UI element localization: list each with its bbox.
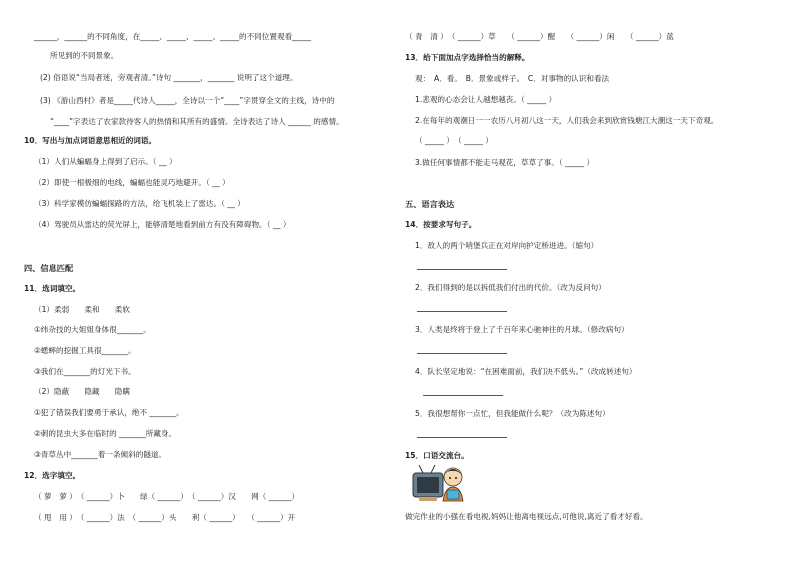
q14-item-2: 2．我们得到的是以拆低我们付出的代价。（改为反问句） [415,283,606,292]
q10-item-1: （1）人们从蝙蝠身上得到了启示。（ __ ） [34,157,177,166]
q11-g1-item-1: ①纬杂技的大姐姐身体很_______。 [34,325,151,334]
q14-item-3: 3．人类是终将于登上了千百年来心驰神往的月球。（修改病句） [415,325,629,334]
q14-answer-line-2[interactable] [417,311,507,312]
q11-g2-item-2: ②刺的昆虫大多在临时的 _______所藏身。 [34,429,177,438]
q10-title: 10．写出与加点词语意思相近的词语。 [24,136,157,145]
q14-answer-line-4[interactable] [423,395,503,396]
q10-item-2: （2）即使一根极细的电线，蝙蝠也能灵巧地避开。（ __ ） [34,178,230,187]
q13-item-2: 2.在每年的观潮日一一农历八月初八这一天，人们我会来到欣赏钱塘江大潮这一天下奇观。 [415,116,719,125]
q10-item-4: （4）驾驶员从雷达的荧光屏上，能够清楚地看到前方有没有障碍物。（ __ ） [34,220,291,229]
q14-title: 14．按要求写句子。 [405,220,477,229]
q9-line1: ______，______的不同角度，在_____、_____、_____、_____的不同位置观看_____ [34,32,312,41]
q11-title: 11．选词填空。 [24,284,81,293]
q12-row-3: （ 青 清 ） （ ______）草 （ ______）醒 （ ______）闲 （ ______）蓝 [405,32,674,41]
q11-g1-item-3: ③我们在_______的灯光下书。 [34,367,136,376]
section-4-heading: 四、信息匹配 [24,263,74,273]
q12-row-1: （ 萝 萝 ） （ ______）卜 绿（ ______） （ ______）汉 网（ ______） [34,492,300,501]
q11-group1: （1）柔弱 柔和 柔软 [34,305,130,314]
q9-item3: (3) 《游山西村》者是_____代诗人_____，全诗以一个“____”字贯穿全文的主线，诗中的 [40,96,335,105]
q10-item-3: （3）科学家模仿蝙蝠探路的方法，给飞机装上了雷达。（ __ ） [34,199,245,208]
q14-answer-line-3[interactable] [417,353,507,354]
q13-title: 13．给下面加点字选择恰当的解释。 [405,53,530,62]
left-column [0,0,380,561]
q14-item-1: 1．敌人的两个哨堡兵正在对岸向护定桥进进。（缩句） [415,241,599,250]
section-5-heading: 五、语言表达 [405,199,455,209]
q13-item-3: 3.做任何事情都不能走马观花，草草了事。（ _____ ） [415,158,595,167]
q13-item-2-answers: （ _____ ） （ _____ ） [415,136,493,145]
q11-g2-item-3: ③青草丛中_______着一条倾斜的隧道。 [34,450,167,459]
q12-row-2: （ 甩 用 ） （ ______）法 （ ______）头 利（ ______） （ ______）开 [34,513,296,522]
q15-caption: 做完作业的小强在看电视,妈妈让他离电视远点,可他说,离近了看才好看。 [405,512,648,521]
q11-group2: （2）隐蔽 隐藏 隐瞒 [34,387,130,396]
q14-answer-line-1[interactable] [417,269,507,270]
q9-item3b: “____”字表达了农家款待客人的热情和其所有的盛情。全诗表达了诗人 ______ 的感情。 [50,117,344,126]
q9-line2: 所见到的不同景象。 [50,51,119,60]
q15-title: 15．口语交流台。 [405,451,469,460]
q12-title: 12．选字填空。 [24,471,81,480]
q9-item2: (2) 俗语说“当局者迷，旁观者清。”诗句 _______，_______ 说明了这个道理。 [40,73,298,82]
q11-g2-item-1: ①犯了错误我们要勇于承认，绝不 _______。 [34,408,184,417]
q13-item-1: 1.悲观的心态会让人越想越丧。（ _____ ） [415,95,557,104]
right-column [397,0,777,561]
q14-item-4: 4．队长坚定地说：“在困难面前，我们决不低头。”（改成转述句） [415,367,637,376]
q14-answer-line-5[interactable] [417,437,507,438]
q13-options: 观： A．看。 B．景象或样子。 C．对事物的认识和看法 [415,74,610,83]
q11-g1-item-2: ②蟋蟀的挖掘工具很_______。 [34,346,136,355]
q14-item-5: 5．我很想帮你一点忙，但我能做什么呢？（改为陈述句） [415,409,610,418]
child-watching-tv-illustration [411,463,467,503]
